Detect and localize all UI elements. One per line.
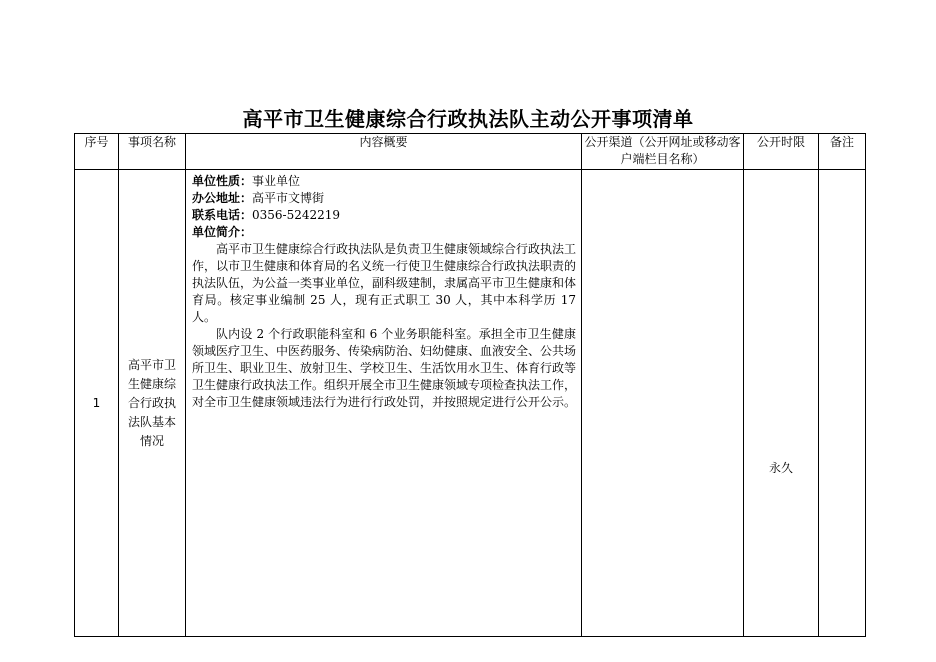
header-row	[75, 134, 866, 170]
header-time: 公开时限	[744, 134, 819, 170]
nature-value: 事业单位	[252, 174, 301, 188]
header-content: 内容概要	[186, 134, 582, 170]
disclosure-table	[74, 133, 866, 637]
table-row	[75, 170, 866, 637]
phone-label: 联系电话：	[192, 208, 253, 222]
address-label: 办公地址：	[192, 191, 253, 205]
row-channel	[582, 170, 744, 637]
row-time: 永久	[744, 170, 819, 637]
row-remark	[819, 170, 866, 637]
row-content	[186, 170, 582, 637]
phone-value: 0356-5242219	[252, 208, 341, 222]
intro-paragraph-2: 队内设 2 个行政职能科室和 6 个业务职能科室。承担全市卫生健康领域医疗卫生、中医药服务、传染病防治、妇幼健康、血液安全、公共场所卫生、职业卫生、放射卫生、学校卫生、生活饮用水卫生、体育行政等卫生健康行政执法工作。组织开展全市卫生健康领域专项检查执法工作，对全市卫生健康领域违法行为进行行政处罚，并按照规定进行公开公示。	[192, 327, 577, 409]
intro-label: 单位简介：	[192, 225, 253, 239]
nature-label: 单位性质：	[192, 174, 253, 188]
row-seq: 1	[75, 170, 119, 637]
header-seq: 序号	[75, 134, 119, 170]
row-name: 高平市卫生健康综合行政执法队基本情况	[119, 170, 186, 637]
header-name: 事项名称	[119, 134, 186, 170]
intro-paragraph-1: 高平市卫生健康综合行政执法队是负责卫生健康领域综合行政执法工作，以市卫生健康和体育局的名义统一行使卫生健康综合行政执法职责的执法队伍，为公益一类事业单位，副科级建制，隶属高平市卫生健康和体育局。核定事业编制 25 人，现有正式职工 30 人，其中本科学历 17 人。	[192, 242, 577, 324]
page-title: 高平市卫生健康综合行政执法队主动公开事项清单	[242, 107, 694, 131]
header-channel: 公开渠道（公开网址或移动客户端栏目名称）	[582, 134, 744, 170]
header-remark: 备注	[819, 134, 866, 170]
address-value: 高平市文博街	[252, 191, 325, 205]
